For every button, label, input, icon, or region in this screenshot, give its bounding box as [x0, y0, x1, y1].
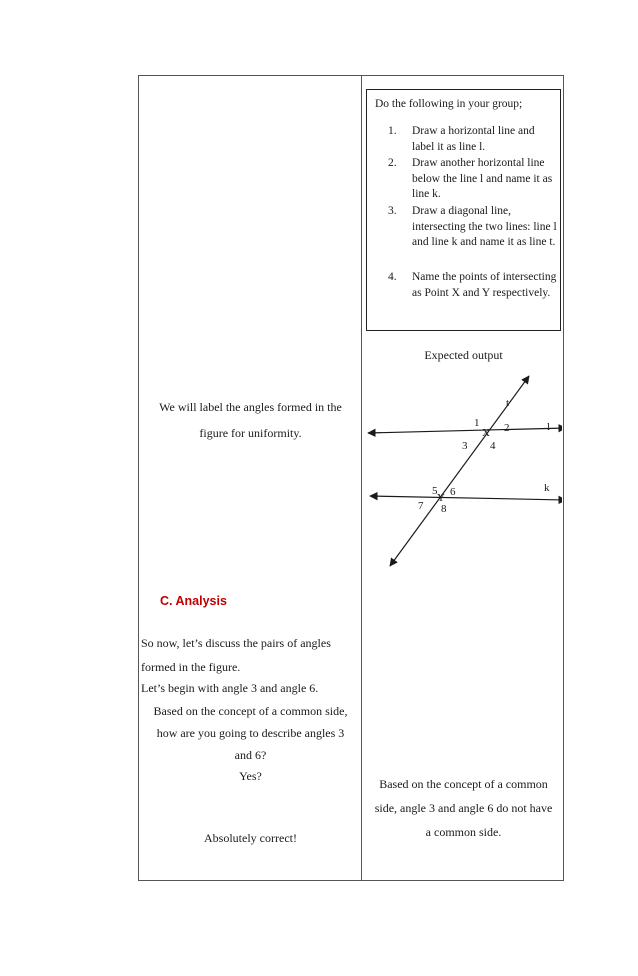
discussion-line: Yes? — [239, 769, 262, 783]
answer-text — [366, 772, 561, 844]
discussion-line: how are you going to describe angles 3 — [156, 726, 345, 740]
label-instruction: We will label the angles formed in the — [159, 400, 342, 414]
angle-label: 3 — [462, 440, 468, 452]
step-text: Draw another horizontal line below the line l and name it as line k. — [412, 157, 553, 200]
angle-label: 5 — [432, 485, 438, 497]
task-box — [366, 89, 561, 331]
discussion-line: Let’s begin with angle 3 and angle 6. — [141, 681, 319, 695]
angle-label: 1 — [474, 417, 480, 429]
section-heading: C. Analysis — [160, 594, 227, 608]
answer-line: side, angle 3 and angle 6 do not have — [374, 801, 553, 815]
discussion-line: Based on the concept of a common side, — [153, 704, 348, 718]
expected-output-label: Expected output — [424, 348, 503, 362]
label-instruction: figure for uniformity. — [199, 426, 302, 440]
label-point-y: Y — [437, 492, 445, 504]
step-number: 4. — [388, 271, 397, 283]
angle-label: 2 — [504, 422, 510, 434]
step-text: Name the points of intersecting as Point X and Y respectively. — [412, 271, 557, 299]
answer-line: Based on the concept of a common — [379, 777, 548, 791]
line-l — [368, 428, 562, 433]
step-text: Draw a horizontal line and label it as line l. — [412, 125, 535, 153]
label-line-k: k — [544, 482, 550, 494]
angle-label: 6 — [450, 486, 456, 498]
label-line-t: t — [506, 397, 510, 409]
answer-line: a common side. — [425, 825, 502, 839]
angle-label: 4 — [490, 440, 496, 452]
line-k — [370, 496, 562, 500]
label-point-x: X — [482, 427, 490, 439]
discussion-line: So now, let’s discuss the pairs of angles — [141, 636, 331, 650]
angle-label: 7 — [418, 500, 424, 512]
discussion-line: and 6? — [234, 748, 267, 762]
label-line-l: l — [547, 421, 551, 433]
step-text: Draw a diagonal line, intersecting the two lines: line l and line k and name it as line t. — [412, 205, 557, 248]
task-intro: Do the following in your group; — [375, 98, 523, 110]
discussion-line: formed in the figure. — [141, 660, 241, 674]
angle-label: 8 — [441, 503, 447, 515]
step-number: 1. — [388, 125, 397, 137]
step-number: 3. — [388, 205, 397, 217]
correct-response: Absolutely correct! — [204, 831, 297, 845]
parallel-lines-figure — [362, 372, 562, 572]
step-number: 2. — [388, 157, 397, 169]
